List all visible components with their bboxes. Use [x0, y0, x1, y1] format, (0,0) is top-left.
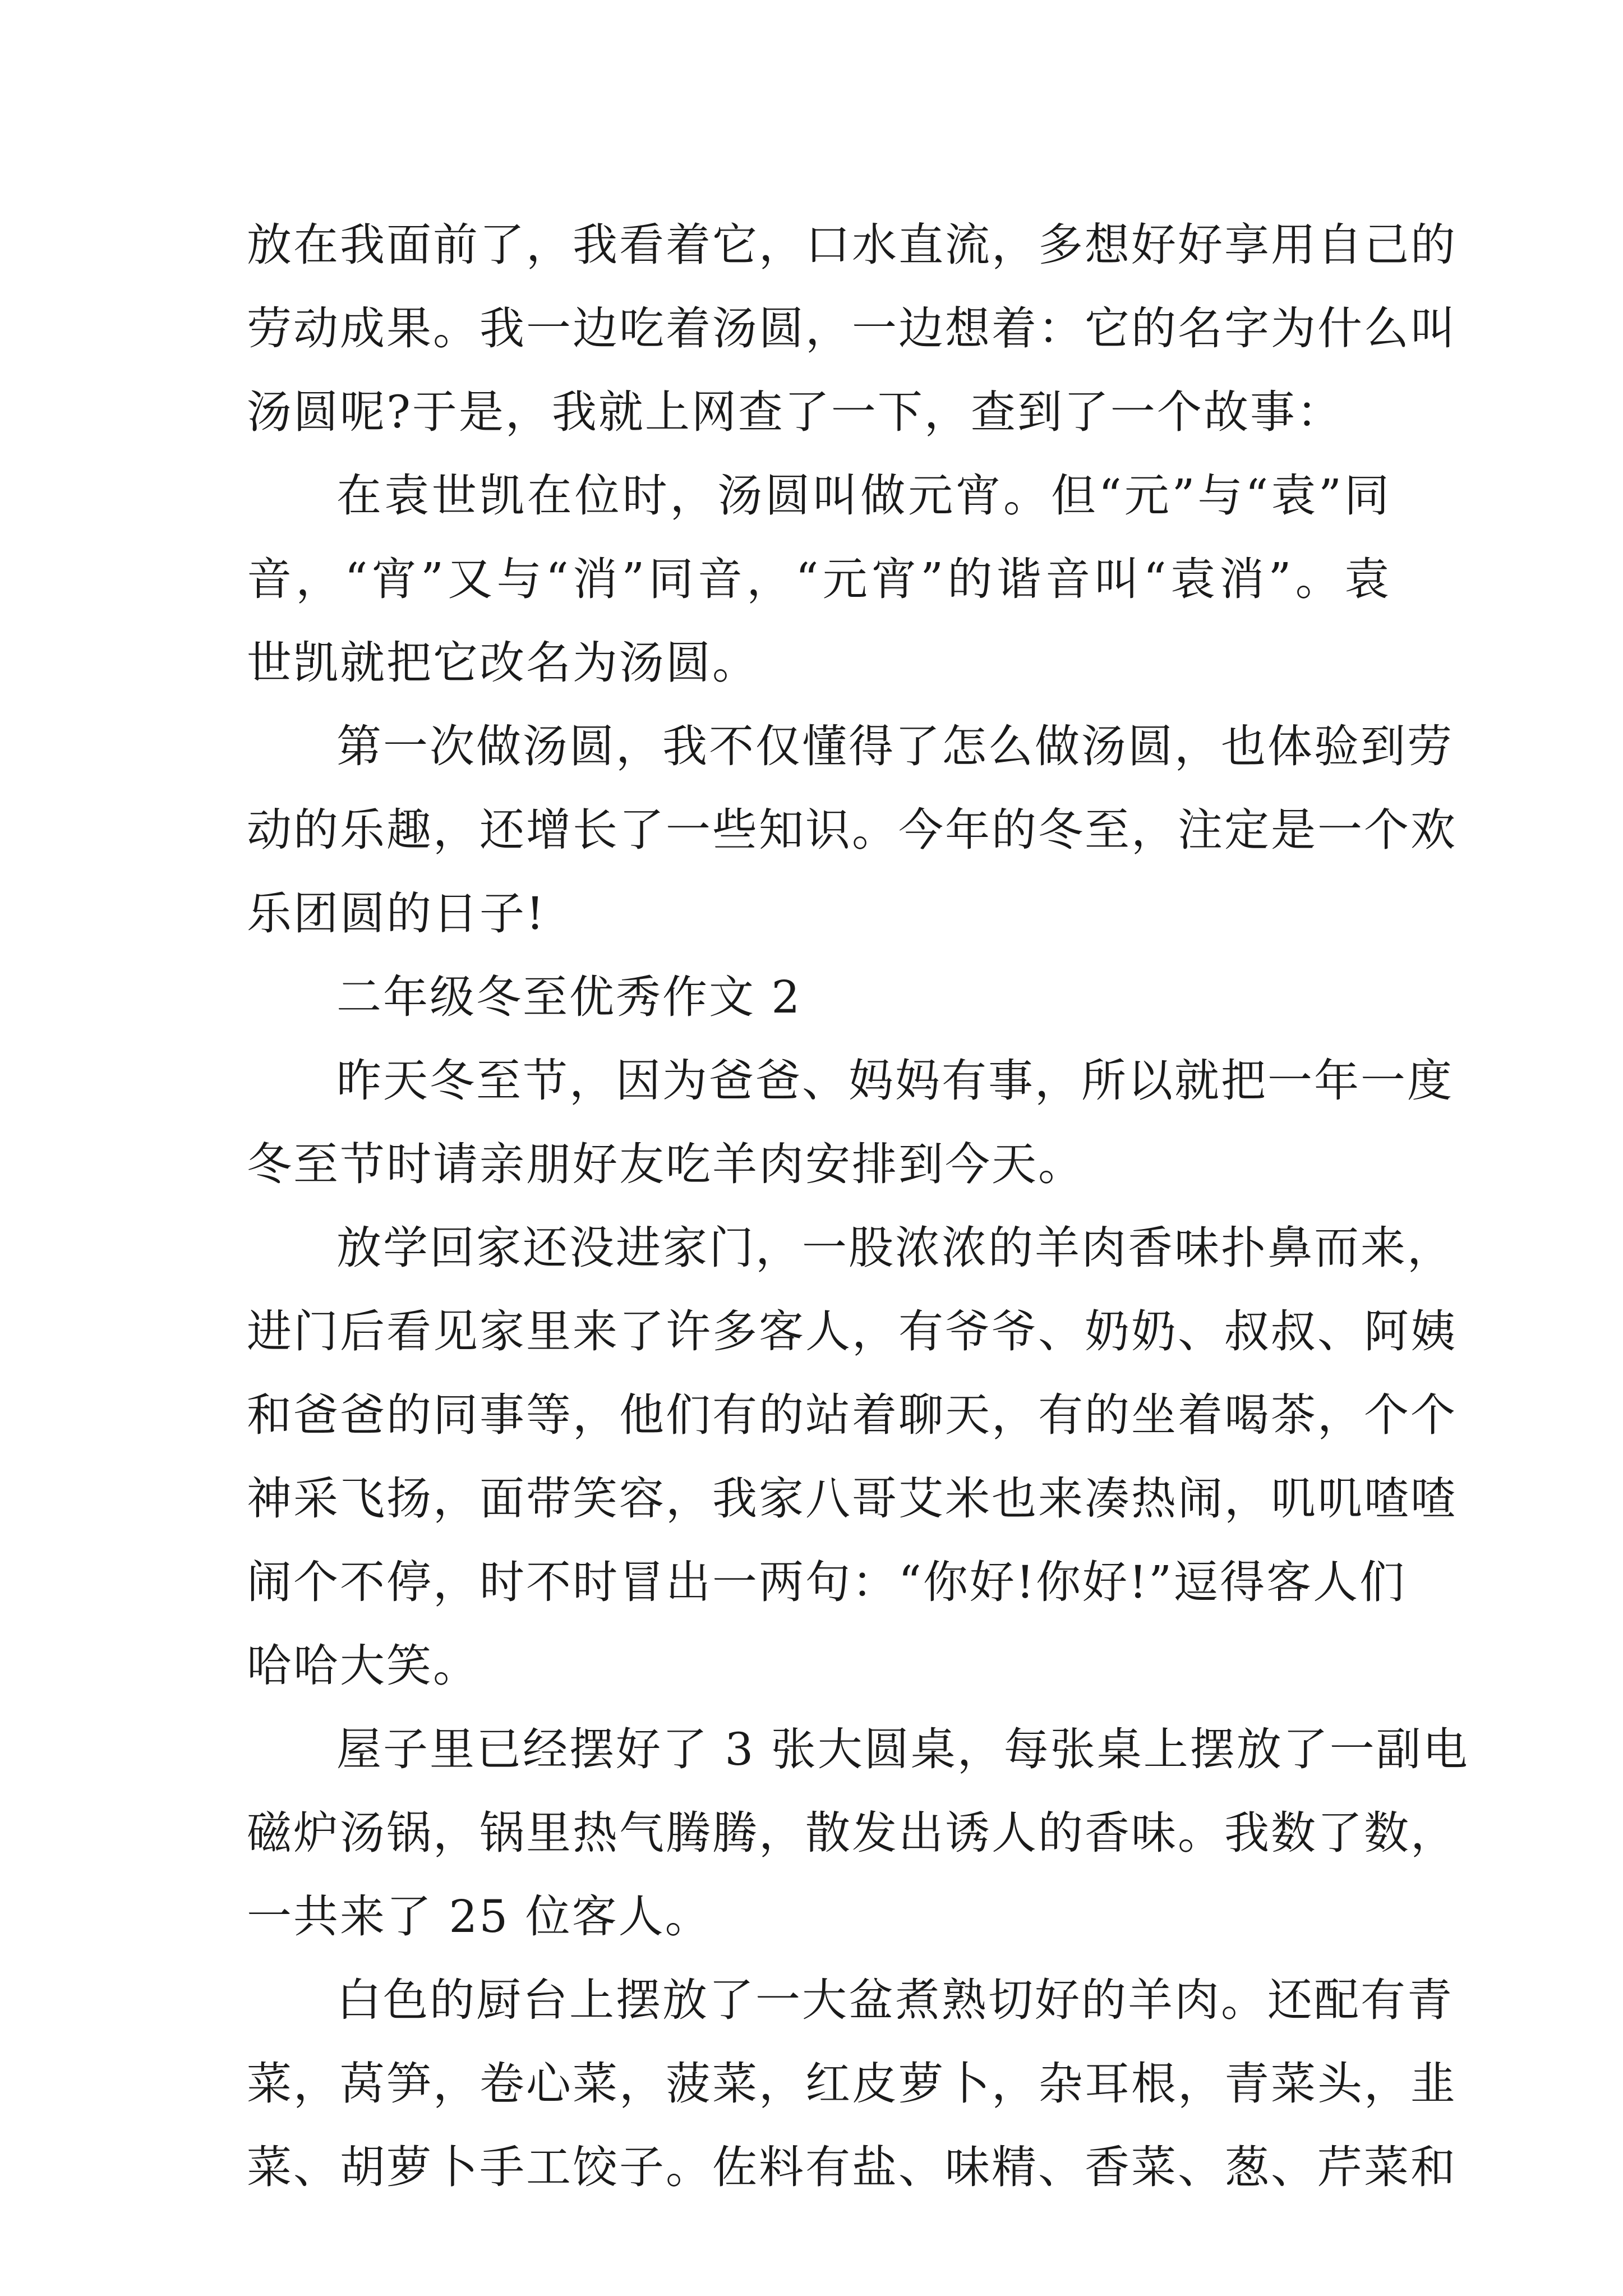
text-line: 闹个不停，时不时冒出一两句：“你好!你好!”逗得客人们: [247, 1556, 1407, 1608]
paragraph: [247, 1958, 1457, 2209]
paragraph: [247, 1206, 1457, 1708]
text-line: 世凯就把它改名为汤圆。: [247, 637, 759, 689]
heading-text: 二年级冬至优秀作文 2: [336, 971, 802, 1023]
text-line: 在袁世凯在位时，汤圆叫做元宵。但“元”与“袁”同: [336, 470, 1391, 522]
text-line: 放在我面前了，我看着它，口水直流，多想好好享用自己的: [247, 219, 1457, 271]
text-line: 屋子里已经摆好了 3 张大圆桌，每张桌上摆放了一副电: [336, 1723, 1469, 1775]
paragraph: [247, 454, 1391, 705]
text-line: 哈哈大笑。: [247, 1640, 479, 1692]
text-line: 菜，莴笋，卷心菜，菠菜，红皮萝卜，杂耳根，青菜头，韭: [247, 2058, 1457, 2110]
text-line: 进门后看见家里来了许多客人，有爷爷、奶奶、叔叔、阿姨: [247, 1305, 1457, 1358]
text-line: 昨天冬至节，因为爸爸、妈妈有事，所以就把一年一度: [336, 1055, 1454, 1107]
text-line: 音，“宵”又与“消”同音，“元宵”的谐音叫“袁消”。袁: [247, 553, 1391, 605]
paragraph: [247, 705, 1457, 955]
document-body: [247, 203, 1469, 2209]
text-line: 神采飞扬，面带笑容，我家八哥艾米也来凑热闹，叽叽喳喳: [247, 1473, 1457, 1525]
text-line: 磁炉汤锅，锅里热气腾腾，散发出诱人的香味。我数了数，: [247, 1807, 1457, 1859]
text-line: 一共来了 25 位客人。: [247, 1890, 712, 1943]
text-line: 乐团圆的日子!: [247, 887, 546, 940]
text-line: 劳动成果。我一边吃着汤圆，一边想着：它的名字为什么叫: [247, 302, 1457, 355]
text-line: 和爸爸的同事等，他们有的站着聊天，有的坐着喝茶，个个: [247, 1389, 1457, 1441]
text-line: 冬至节时请亲朋好友吃羊肉安排到今天。: [247, 1138, 1085, 1190]
text-line: 放学回家还没进家门，一股浓浓的羊肉香味扑鼻而来，: [336, 1222, 1454, 1274]
text-line: 白色的厨台上摆放了一大盆煮熟切好的羊肉。还配有青: [336, 1974, 1454, 2026]
paragraph: [247, 1039, 1454, 1206]
section-heading: [247, 955, 1391, 1039]
text-line: 动的乐趣，还增长了一些知识。今年的冬至，注定是一个欢: [247, 804, 1457, 856]
text-line: 第一次做汤圆，我不仅懂得了怎么做汤圆，也体验到劳: [336, 720, 1454, 772]
paragraph: [247, 1708, 1469, 1958]
paragraph: [247, 203, 1457, 454]
text-line: 汤圆呢?于是，我就上网查了一下，查到了一个故事：: [247, 386, 1343, 438]
text-line: 菜、胡萝卜手工饺子。佐料有盐、味精、香菜、葱、芹菜和: [247, 2141, 1457, 2193]
